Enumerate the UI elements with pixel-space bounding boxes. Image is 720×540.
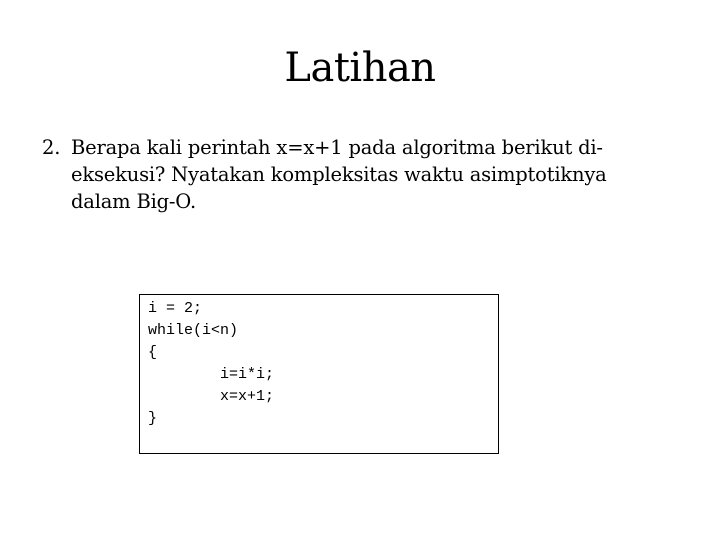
code-line: } bbox=[148, 410, 158, 427]
slide-title: Latihan bbox=[284, 45, 436, 91]
code-line: { bbox=[148, 344, 158, 361]
code-box bbox=[139, 294, 499, 454]
code-line: while(i<n) bbox=[148, 322, 239, 339]
code-line: i = 2; bbox=[148, 300, 203, 317]
code-line: i=i*i; bbox=[220, 366, 275, 383]
question-text-line-1: Berapa kali perintah x=x+1 pada algoritma berikut di- bbox=[71, 136, 603, 159]
question-text bbox=[42, 134, 702, 215]
question-number: 2. bbox=[42, 136, 61, 159]
question-text-line-3: dalam Big-O. bbox=[71, 190, 196, 213]
question-text-line-2: eksekusi? Nyatakan kompleksitas waktu asimptotiknya bbox=[71, 163, 607, 186]
question-line-1 bbox=[42, 134, 702, 161]
code-line: x=x+1; bbox=[220, 388, 275, 405]
